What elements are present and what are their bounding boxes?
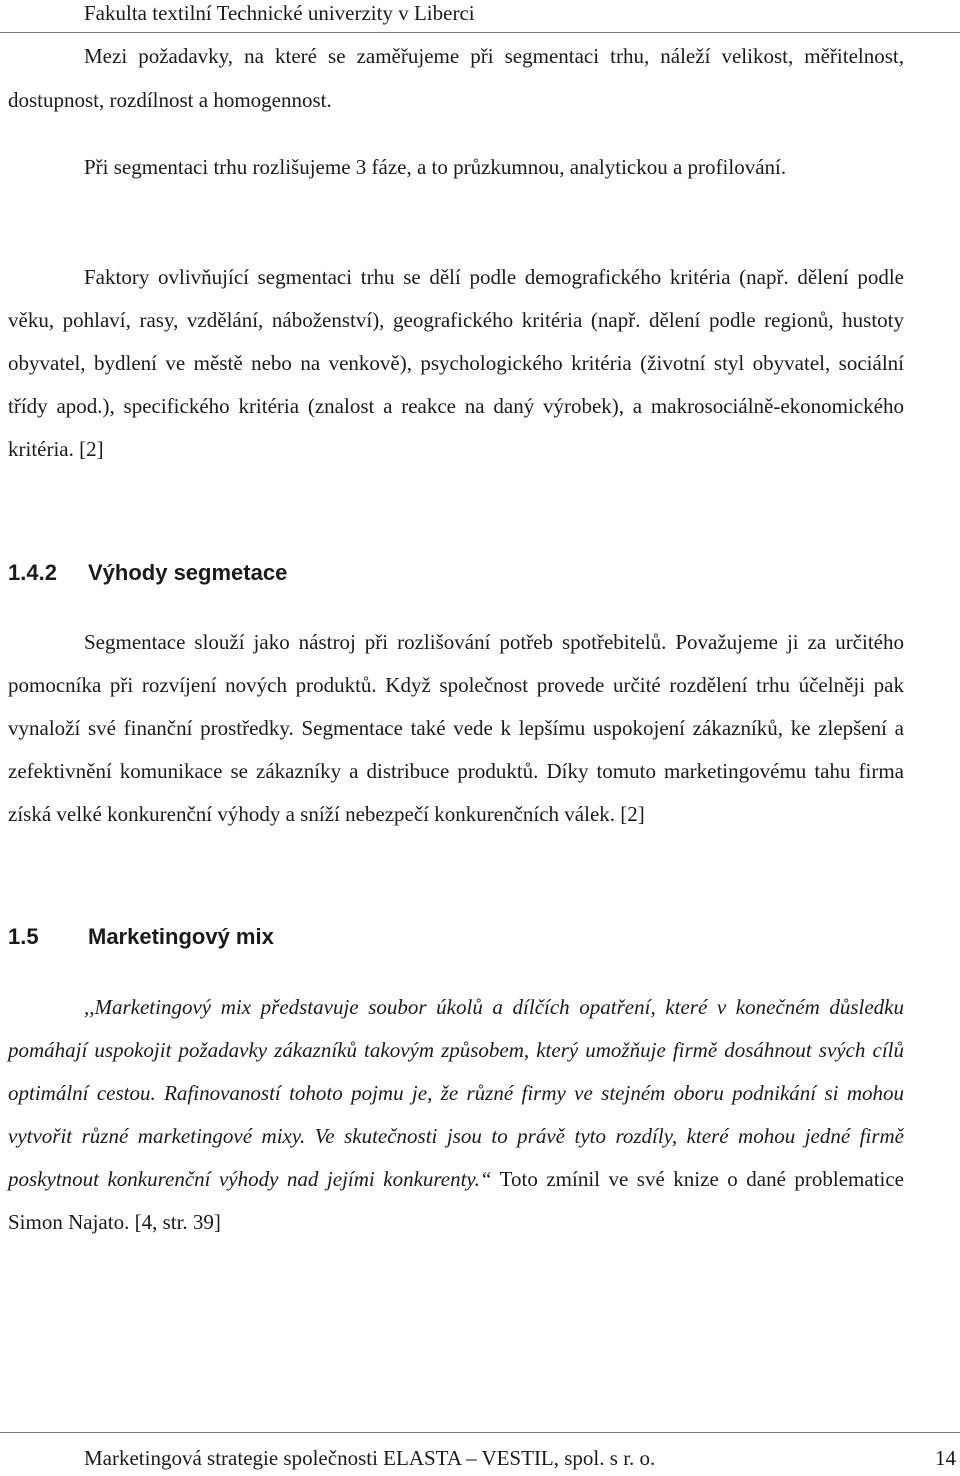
section-number: 1.5	[8, 924, 39, 949]
paragraph-segmentation-phases: Při segmentaci trhu rozlišujeme 3 fáze, a to průzkumnou, analytickou a profilování.	[84, 155, 787, 179]
section-title: Výhody segmetace	[88, 560, 288, 585]
header-title: Fakulta textilní Technické univerzity v Liberci	[84, 1, 475, 25]
page-header	[84, 0, 960, 30]
paragraph-marketing-mix-quote	[8, 986, 904, 1244]
page-number: 14	[935, 1446, 956, 1470]
page-footer	[84, 1446, 655, 1471]
paragraph-segmentation-requirements: Mezi požadavky, na které se zaměřujeme při segmentaci trhu, náleží velikost, měřitelnost, dostupnost, rozdílnost a homogennost.	[8, 44, 904, 112]
quote-text: ,,Marketingový mix představuje soubor úkolů a dílčích opatření, které v konečném důsledku pomáhají uspokojit požadavky zákazníků takovým způsobem, který umožňuje firmě dosáhnout svých cílů optimální cestou. Rafinovaností tohoto pojmu je, že různé firmy ve stejném oboru podnikání si mohou vytvořit různé marketingové mixy. Ve skutečnosti jsou to právě tyto rozdíly, které mohou jedné firmě poskytnout konkurenční výhody nad jejími konkurenty.“	[8, 995, 904, 1191]
section-number: 1.4.2	[8, 560, 57, 585]
header-divider	[0, 32, 960, 33]
section-title: Marketingový mix	[88, 924, 274, 949]
quote-attribution: Toto zmínil ve své knize o dané problematice Simon Najato. [4, str. 39]	[8, 1167, 905, 1234]
footer-divider	[0, 1432, 960, 1433]
section-heading-1-5	[8, 924, 274, 950]
paragraph-segmentation-benefits: Segmentace slouží jako nástroj při rozlišování potřeb spotřebitelů. Považujeme ji za určitého pomocníka při rozvíjení nových produktů. Když společnost provede určité rozdělení trhu účelněji pak vynaloží své finanční prostředky. Segmentace také vede k lepšímu uspokojení zákazníků, ke zlepšení a zefektivnění komunikace se zákazníky a distribuce produktů. Díky tomuto marketingovému tahu firma získá velké konkurenční výhody a sníží nebezpečí konkurenčních válek. [2]	[8, 630, 904, 826]
section-heading-1-4-2	[8, 560, 287, 586]
paragraph-segmentation-factors: Faktory ovlivňující segmentaci trhu se dělí podle demografického kritéria (např. dělení podle věku, pohlaví, rasy, vzdělání, náboženství), geografického kritéria (např. dělení podle regionů, hustoty obyvatel, bydlení ve městě nebo na venkově), psychologického kritéria (životní styl obyvatel, sociální třídy apod.), specifického kritéria (znalost a reakce na daný výrobek), a makrosociálně-ekonomického kritéria. [2]	[8, 265, 904, 461]
footer-title: Marketingová strategie společnosti ELASTA – VESTIL, spol. s r. o.	[84, 1446, 656, 1470]
